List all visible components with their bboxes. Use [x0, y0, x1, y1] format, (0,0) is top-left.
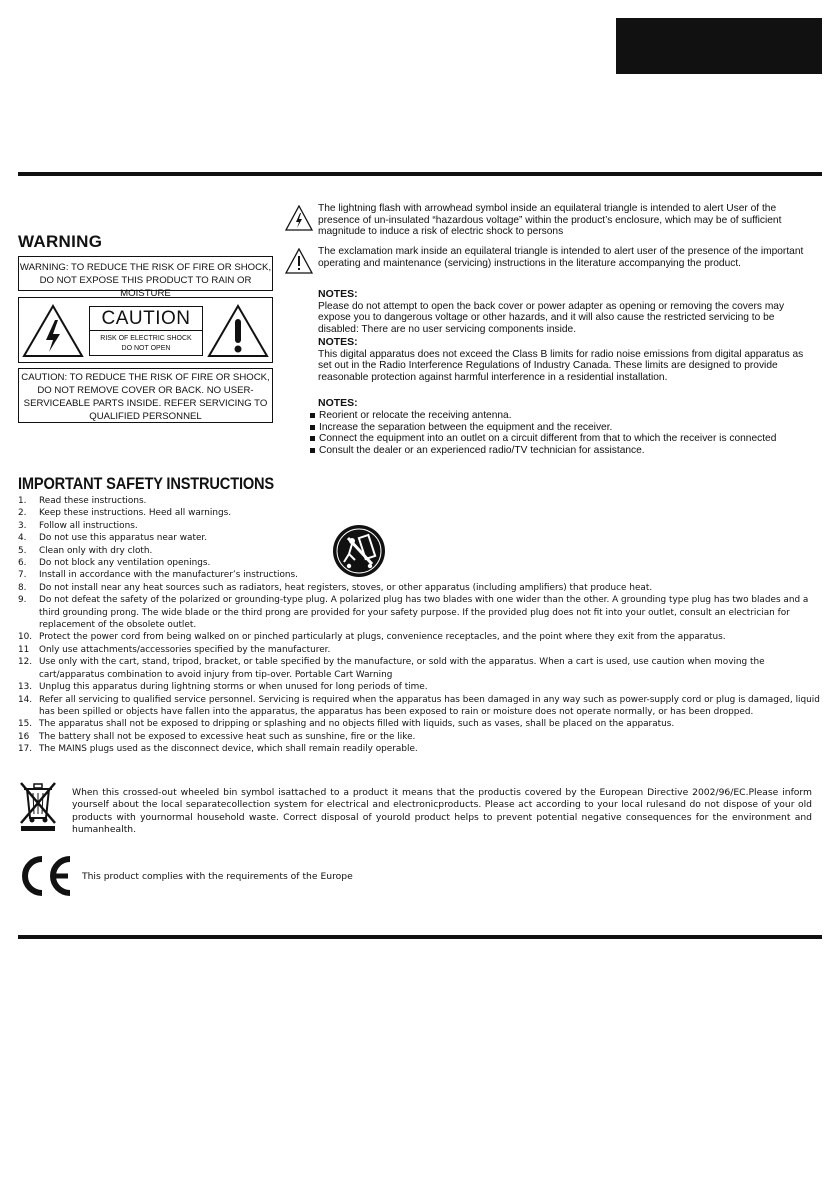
item-number: 11	[18, 644, 30, 655]
item-number: 9.	[18, 595, 27, 606]
ce-mark-icon	[18, 854, 74, 898]
list-item	[18, 532, 824, 544]
list-item	[18, 557, 824, 569]
list-item	[18, 631, 824, 643]
list-item	[18, 495, 824, 507]
caution-label	[89, 306, 203, 356]
notes-1	[318, 289, 818, 335]
ce-notice: This product complies with the requirements of the Europe	[82, 871, 353, 882]
item-text: Protect the power cord from being walked on or pinched particularly at plugs, convenience receptacles, and the point where they exit from the apparatus.	[39, 632, 726, 643]
item-text: Only use attachments/accessories specified by the manufacturer.	[39, 644, 331, 655]
item-text: Do not install near any heat sources such as radiators, heat registers, stoves, or other apparatus (including amplifiers) that produce heat.	[39, 582, 653, 593]
item-number: 2.	[18, 508, 27, 519]
caution-small-2: DO NOT OPEN	[121, 345, 171, 352]
item-number: 1.	[18, 496, 27, 506]
item-number: 16	[18, 731, 30, 742]
notes-3	[318, 398, 818, 410]
caution-word: CAUTION	[90, 307, 202, 331]
list-item	[18, 520, 824, 532]
lightning-triangle-icon	[285, 205, 313, 231]
notes-heading: NOTES:	[318, 336, 358, 348]
item-number: 8.	[18, 582, 27, 593]
list-item	[18, 569, 824, 581]
item-text: Read these instructions.	[39, 496, 147, 506]
item-text: Do not defeat the safety of the polarized or grounding-type plug. A polarized plug has two blades with one wider than the other. A grounding type plug has two blades and a third grounding prong. The wide blade or the third prong are provided for your safety purpose. If the provided plug does not fit into your outlet, consult an electrician for replacement of the obsolete outlet.	[39, 595, 809, 631]
crossed-bin-icon	[18, 780, 58, 832]
list-item: Consult the dealer or an experienced radio/TV technician for assistance.	[310, 445, 822, 457]
lightning-alert-text: The lightning flash with arrowhead symbol inside an equilateral triangle is intended to alert User of the presence of un-insulated “hazardous voltage” within the product’s enclosure, which may be of sufficient magnitude to induce a risk of electric shock to persons	[318, 203, 782, 237]
item-number: 5.	[18, 545, 27, 556]
item-text: The battery shall not be exposed to excessive heat such as sunshine, fire or the like.	[39, 731, 416, 742]
item-text: The MAINS plugs used as the disconnect device, which shall remain readily operable.	[39, 744, 418, 755]
item-text: Follow all instructions.	[39, 520, 138, 531]
notes-heading: NOTES:	[318, 397, 358, 409]
item-number: 14.	[18, 694, 33, 705]
lightning-triangle-icon	[22, 304, 84, 358]
list-item	[18, 681, 824, 693]
notes-heading: NOTES:	[318, 288, 358, 300]
item-number: 4.	[18, 533, 27, 544]
item-number: 17.	[18, 744, 33, 755]
header-black-tab	[616, 18, 822, 74]
safety-list	[18, 495, 824, 756]
item-number: 13.	[18, 682, 33, 693]
caution-label-panel	[18, 297, 273, 363]
weee-notice: When this crossed-out wheeled bin symbol isattached to a product it means that the productis covered by the European Directive 2002/96/EC.Please inform yourself about the local separatecollection system for electrical and electronicproducts. Please act according to your local rulesand do not dispose of your old products with yournormal household waste. Correct disposal of yourold product helps to prevent potential negative consequences for the environment and humanhealth.	[72, 787, 812, 835]
list-item: Connect the equipment into an outlet on a circuit different from that to which the receiver is connected	[310, 433, 822, 445]
list-item	[18, 507, 824, 519]
list-item: Increase the separation between the equipment and the receiver.	[310, 422, 822, 434]
notes-bullet-list	[310, 410, 822, 456]
notes-2	[318, 337, 818, 383]
item-text: Do not use this apparatus near water.	[39, 533, 208, 544]
list-item	[18, 545, 824, 557]
caution-box: CAUTION: TO REDUCE THE RISK OF FIRE OR SHOCK, DO NOT REMOVE COVER OR BACK. NO USER-SERVICEABLE PARTS INSIDE. REFER SERVICING TO QUALIFIED PERSONNEL	[18, 368, 273, 423]
item-text: Clean only with dry cloth.	[39, 545, 153, 556]
cart-tip-over-icon	[332, 524, 386, 578]
list-item: Reorient or relocate the receiving antenna.	[310, 410, 822, 422]
item-text: Unplug this apparatus during lightning storms or when unused for long periods of time.	[39, 682, 428, 693]
notes-text-1: Please do not attempt to open the back cover or power adapter as opening or removing the covers may expose you to dangerous voltage or other hazards, and it will also cause the restricted servicing to be disabled: There are no user servicing components inside.	[318, 300, 785, 335]
item-text: Install in accordance with the manufacturer’s instructions.	[39, 570, 298, 581]
notes-text-2: This digital apparatus does not exceed the Class B limits for radio noise emissions from digital apparatus as set out in the Radio Interference Regulations of Industry Canada. These limits are designed to provide reasonable protection against harmful interference in a residential installation.	[318, 348, 804, 383]
list-item	[18, 594, 824, 631]
item-text: Keep these instructions. Heed all warnings.	[39, 508, 232, 519]
exclamation-triangle-icon	[207, 304, 269, 358]
list-item	[18, 656, 824, 681]
exclamation-alert-text: The exclamation mark inside an equilateral triangle is intended to alert user of the presence of the important operating and maintenance (servicing) instructions in the literature accompanying the product.	[318, 246, 804, 269]
item-text: Use only with the cart, stand, tripod, bracket, or table specified by the manufacture, or sold with the apparatus. When a cart is used, use caution when moving the cart/apparatus combination to avoid injury from tip-over. Portable Cart Warning	[39, 657, 765, 680]
top-rule	[18, 172, 822, 176]
list-item	[18, 644, 824, 656]
warning-title: WARNING	[18, 232, 103, 251]
item-number: 3.	[18, 520, 27, 531]
item-number: 6.	[18, 558, 27, 569]
bottom-rule	[18, 935, 822, 939]
item-text: The apparatus shall not be exposed to dripping or splashing and no objects filled with liquids, such as vases, shall be placed on the apparatus.	[39, 719, 675, 730]
caution-small-1: RISK OF ELECTRIC SHOCK	[100, 335, 192, 342]
item-number: 12.	[18, 657, 33, 668]
list-item	[18, 718, 824, 730]
warning-box: WARNING: TO REDUCE THE RISK OF FIRE OR SHOCK, DO NOT EXPOSE THIS PRODUCT TO RAIN OR MOISTURE	[18, 256, 273, 291]
item-number: 15.	[18, 719, 33, 730]
list-item	[18, 694, 824, 719]
safety-title: IMPORTANT SAFETY INSTRUCTIONS	[18, 474, 275, 493]
item-number: 7.	[18, 570, 27, 581]
list-item	[18, 582, 824, 594]
item-text: Do not block any ventilation openings.	[39, 558, 211, 569]
exclamation-triangle-icon	[285, 248, 313, 274]
list-item	[18, 731, 824, 743]
item-number: 10.	[18, 632, 33, 643]
item-text: Refer all servicing to qualified service personnel. Servicing is required when the apparatus has been damaged in any way such as power-supply cord or plug is damaged, liquid has been spilled or objects have fallen into the apparatus, the apparatus has been exposed to rain or moisture does not operate normally, or has been dropped.	[39, 694, 820, 717]
list-item	[18, 743, 824, 755]
